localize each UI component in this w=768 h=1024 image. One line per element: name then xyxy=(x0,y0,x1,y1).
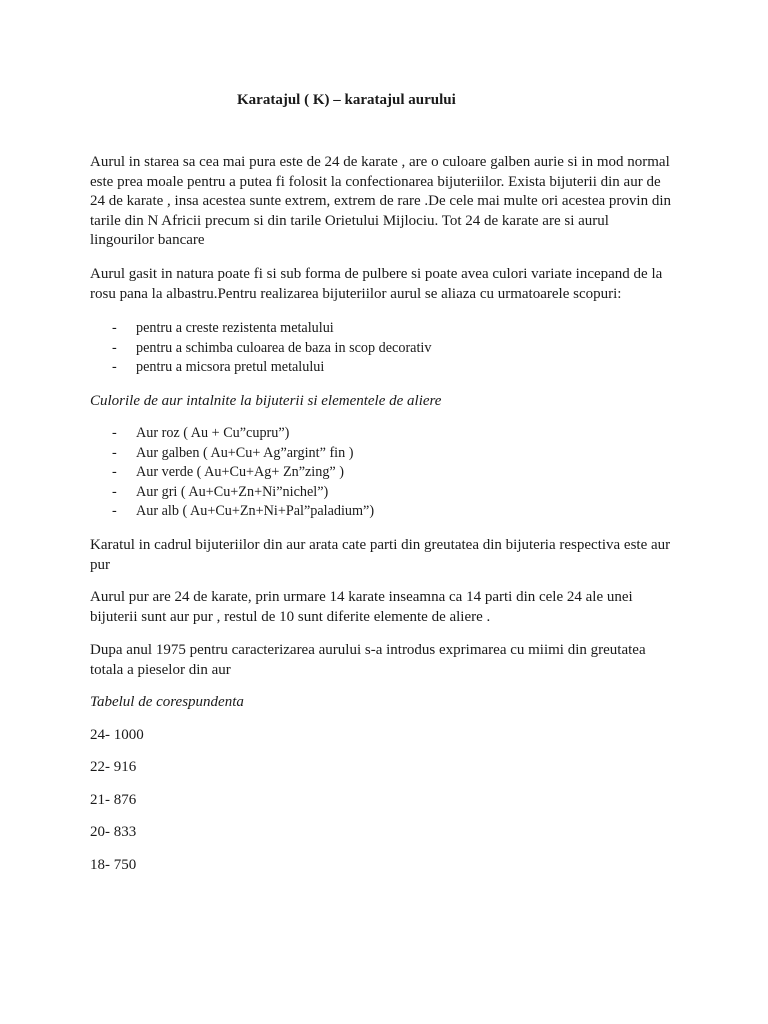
paragraph-line: rosu pana la albastru.Pentru realizarea bijuteriilor aurul se aliaza cu urmatoarele scopuri: xyxy=(90,285,622,302)
paragraph-line: Aurul gasit in natura poate fi si sub forma de pulbere si poate avea culori variate incepand de la xyxy=(90,266,663,282)
paragraph-line: Aurul pur are 24 de karate, prin urmare 14 karate inseamna ca 14 parti din cele 24 ale unei xyxy=(90,589,633,605)
list-item xyxy=(90,502,374,522)
correspondence-row: 20- 833 xyxy=(90,824,137,840)
paragraph-line: Dupa anul 1975 pentru caracterizarea aurului s-a introdus exprimarea cu miimi din greutatea xyxy=(90,642,646,658)
document-title: Karatajul ( K) – karatajul aurului xyxy=(237,92,456,108)
list-marker: - xyxy=(112,425,117,441)
list-item-text: pentru a schimba culoarea de baza in scop decorativ xyxy=(136,339,432,356)
list-item-text: Aur alb ( Au+Cu+Zn+Ni+Pal”paladium”) xyxy=(136,503,375,519)
list-item xyxy=(90,483,374,503)
list-item-text: Aur galben ( Au+Cu+ Ag”argint” fin ) xyxy=(136,444,354,461)
paragraph-line: Aurul in starea sa cea mai pura este de 24 de karate , are o culoare galben aurie si in mod normal xyxy=(90,154,670,170)
paragraph-line: totala a pieselor din aur xyxy=(90,661,231,678)
paragraph-line: bijuterii sunt aur pur , restul de 10 sunt diferite elemente de aliere . xyxy=(90,608,491,625)
list-marker: - xyxy=(112,359,117,375)
correspondence-row: 18- 750 xyxy=(90,857,137,873)
list-marker: - xyxy=(112,444,117,461)
paragraph-karat-example xyxy=(90,588,690,627)
paragraph-natural-gold xyxy=(90,265,690,304)
list-marker: - xyxy=(112,483,117,500)
list-item-text: pentru a micsora pretul metalului xyxy=(136,359,325,375)
list-item xyxy=(90,463,374,483)
correspondence-row: 21- 876 xyxy=(90,792,137,808)
paragraph-karat-definition xyxy=(90,536,690,575)
list-item-text: Aur roz ( Au + Cu”cupru”) xyxy=(136,425,290,441)
list-marker: - xyxy=(112,339,117,356)
paragraph-pure-gold xyxy=(90,153,690,251)
list-marker: - xyxy=(112,320,117,336)
list-item xyxy=(90,339,431,359)
list-item-text: Aur gri ( Au+Cu+Zn+Ni”nichel”) xyxy=(136,483,329,500)
paragraph-line: este prea moale pentru a putea fi folosit la confectionarea bijuteriilor. Exista bijuterii din aur de xyxy=(90,173,661,190)
correspondence-row: 22- 916 xyxy=(90,759,137,775)
list-item xyxy=(90,424,374,444)
table-heading: Tabelul de corespundenta xyxy=(90,694,244,710)
list-item xyxy=(90,444,374,464)
paragraph-line: tarile din N Africii precum si din tarile Orietului Mijlociu. Tot 24 de karate are si aurul xyxy=(90,212,609,229)
paragraph-fineness xyxy=(90,641,690,680)
list-marker: - xyxy=(112,503,117,519)
paragraph-line: 24 de karate , insa acestea sunte extrem, extrem de rare .De cele mai multe ori acestea provin din xyxy=(90,193,671,209)
alloy-purposes-list xyxy=(90,319,431,378)
list-item xyxy=(90,319,431,339)
list-item-text: Aur verde ( Au+Cu+Ag+ Zn”zing” ) xyxy=(136,464,344,480)
paragraph-line: pur xyxy=(90,556,110,573)
correspondence-row: 24- 1000 xyxy=(90,727,144,743)
list-marker: - xyxy=(112,464,117,480)
colors-heading: Culorile de aur intalnite la bijuterii si elementele de aliere xyxy=(90,393,442,409)
paragraph-line: lingourilor bancare xyxy=(90,232,205,248)
list-item-text: pentru a creste rezistenta metalului xyxy=(136,320,334,336)
list-item xyxy=(90,358,431,378)
paragraph-line: Karatul in cadrul bijuteriilor din aur arata cate parti din greutatea din bijuteria respectiva este aur xyxy=(90,537,671,553)
gold-colors-list xyxy=(90,424,374,522)
